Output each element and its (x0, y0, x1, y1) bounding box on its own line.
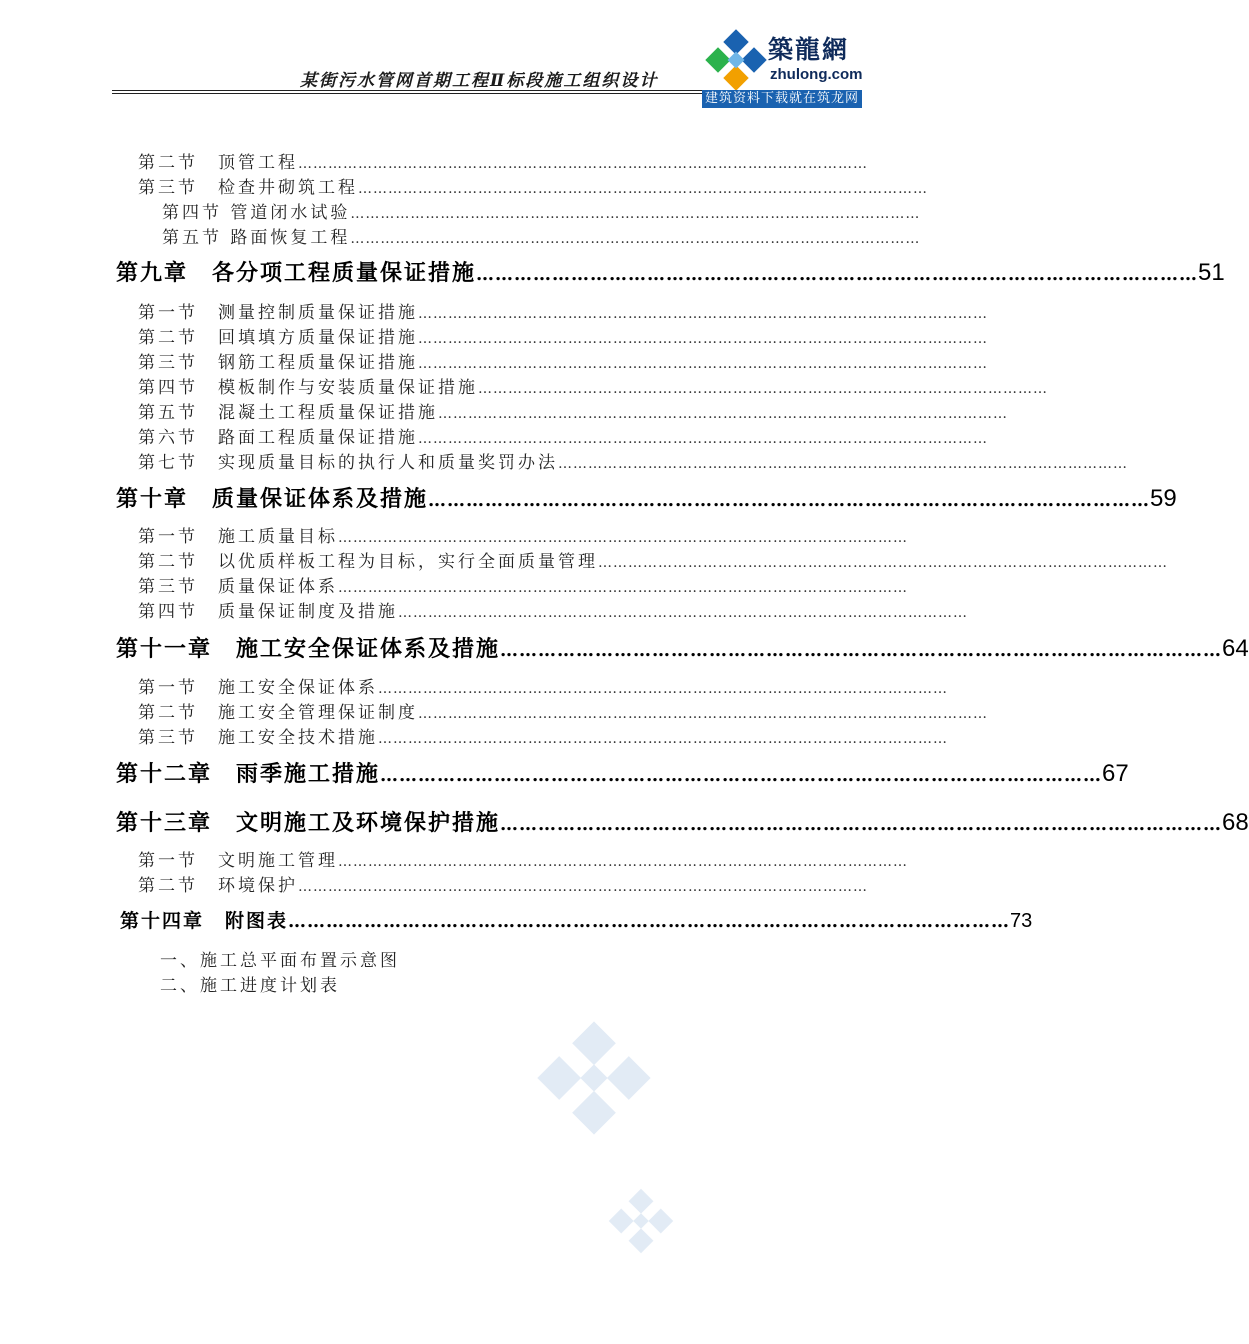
snowflake-watermark-icon (536, 1020, 652, 1136)
toc-entry[interactable]: 第五节 路面恢复工程 …………………………………………………………………………………………………… (162, 228, 921, 248)
toc-entry[interactable]: 第一节 测量控制质量保证措施 …………………………………………………………………………………………………… (138, 303, 988, 323)
toc-chapter[interactable]: 第十二章 雨季施工措施 …………………………………………………………………………………………………… 67 (116, 760, 1129, 787)
toc-chapter[interactable]: 第十章 质量保证体系及措施 …………………………………………………………………………………………………… 59 (116, 485, 1177, 512)
toc-entry[interactable]: 第二节 顶管工程 …………………………………………………………………………………………………… (138, 153, 868, 173)
snowflake-watermark-small-icon (608, 1188, 674, 1254)
logo-chinese-text: 築龍網 (768, 35, 850, 64)
toc-entry[interactable]: 第二节 回填填方质量保证措施 …………………………………………………………………………………………………… (138, 328, 988, 348)
toc-entry[interactable]: 第一节 施工安全保证体系 …………………………………………………………………………………………………… (138, 678, 948, 698)
toc-entry[interactable]: 第三节 施工安全技术措施 …………………………………………………………………………………………………… (138, 728, 948, 748)
toc-entry[interactable]: 第三节 检查井砌筑工程 …………………………………………………………………………………………………… (138, 178, 928, 198)
logo-domain-text: zhulong.com (770, 66, 863, 83)
toc-entry[interactable]: 第四节 质量保证制度及措施 …………………………………………………………………………………………………… (138, 602, 968, 622)
toc-entry[interactable]: 第六节 路面工程质量保证措施 …………………………………………………………………………………………………… (138, 428, 988, 448)
toc-entry[interactable]: 第五节 混凝土工程质量保证措施 …………………………………………………………………………………………………… (138, 403, 1008, 423)
appendix-item: 一、施工总平面布置示意图 (160, 951, 400, 971)
toc-entry[interactable]: 第四节 管道闭水试验 …………………………………………………………………………………………………… (162, 203, 921, 223)
toc-entry[interactable]: 第二节 施工安全管理保证制度 …………………………………………………………………………………………………… (138, 703, 988, 723)
toc-entry[interactable]: 第三节 质量保证体系 …………………………………………………………………………………………………… (138, 577, 908, 597)
toc-chapter[interactable]: 第十三章 文明施工及环境保护措施 …………………………………………………………………………………………………… 68 (116, 809, 1249, 836)
toc-chapter[interactable]: 第十一章 施工安全保证体系及措施 …………………………………………………………………………………………………… 64 (116, 635, 1249, 662)
document-header-title: 某街污水管网首期工程Ⅱ标段施工组织设计 (300, 71, 659, 91)
snowflake-logo-icon (706, 30, 766, 90)
toc-entry[interactable]: 第四节 模板制作与安装质量保证措施 …………………………………………………………………………………………………… (138, 378, 1048, 398)
zhulong-logo (702, 26, 862, 108)
toc-chapter[interactable]: 第九章 各分项工程质量保证措施 …………………………………………………………………………………………………… 51 (116, 259, 1225, 286)
header-rule-double (112, 93, 702, 94)
toc-entry[interactable]: 第七节 实现质量目标的执行人和质量奖罚办法 …………………………………………………………………………………………………… (138, 453, 1128, 473)
toc-entry[interactable]: 第二节 以优质样板工程为目标，实行全面质量管理 …………………………………………………………………………………………………… (138, 552, 1168, 572)
header-rule (112, 90, 702, 91)
toc-entry[interactable]: 第一节 文明施工管理 …………………………………………………………………………………………………… (138, 851, 908, 871)
appendix-item: 二、施工进度计划表 (160, 976, 340, 996)
toc-entry[interactable]: 第一节 施工质量目标 …………………………………………………………………………………………………… (138, 527, 908, 547)
toc-chapter[interactable]: 第十四章 附图表 …………………………………………………………………………………………………… 73 (120, 910, 1033, 932)
logo-slogan: 建筑资料下载就在筑龙网 (702, 90, 862, 108)
toc-entry[interactable]: 第二节 环境保护 …………………………………………………………………………………………………… (138, 876, 868, 896)
toc-entry[interactable]: 第三节 钢筋工程质量保证措施 …………………………………………………………………………………………………… (138, 353, 988, 373)
